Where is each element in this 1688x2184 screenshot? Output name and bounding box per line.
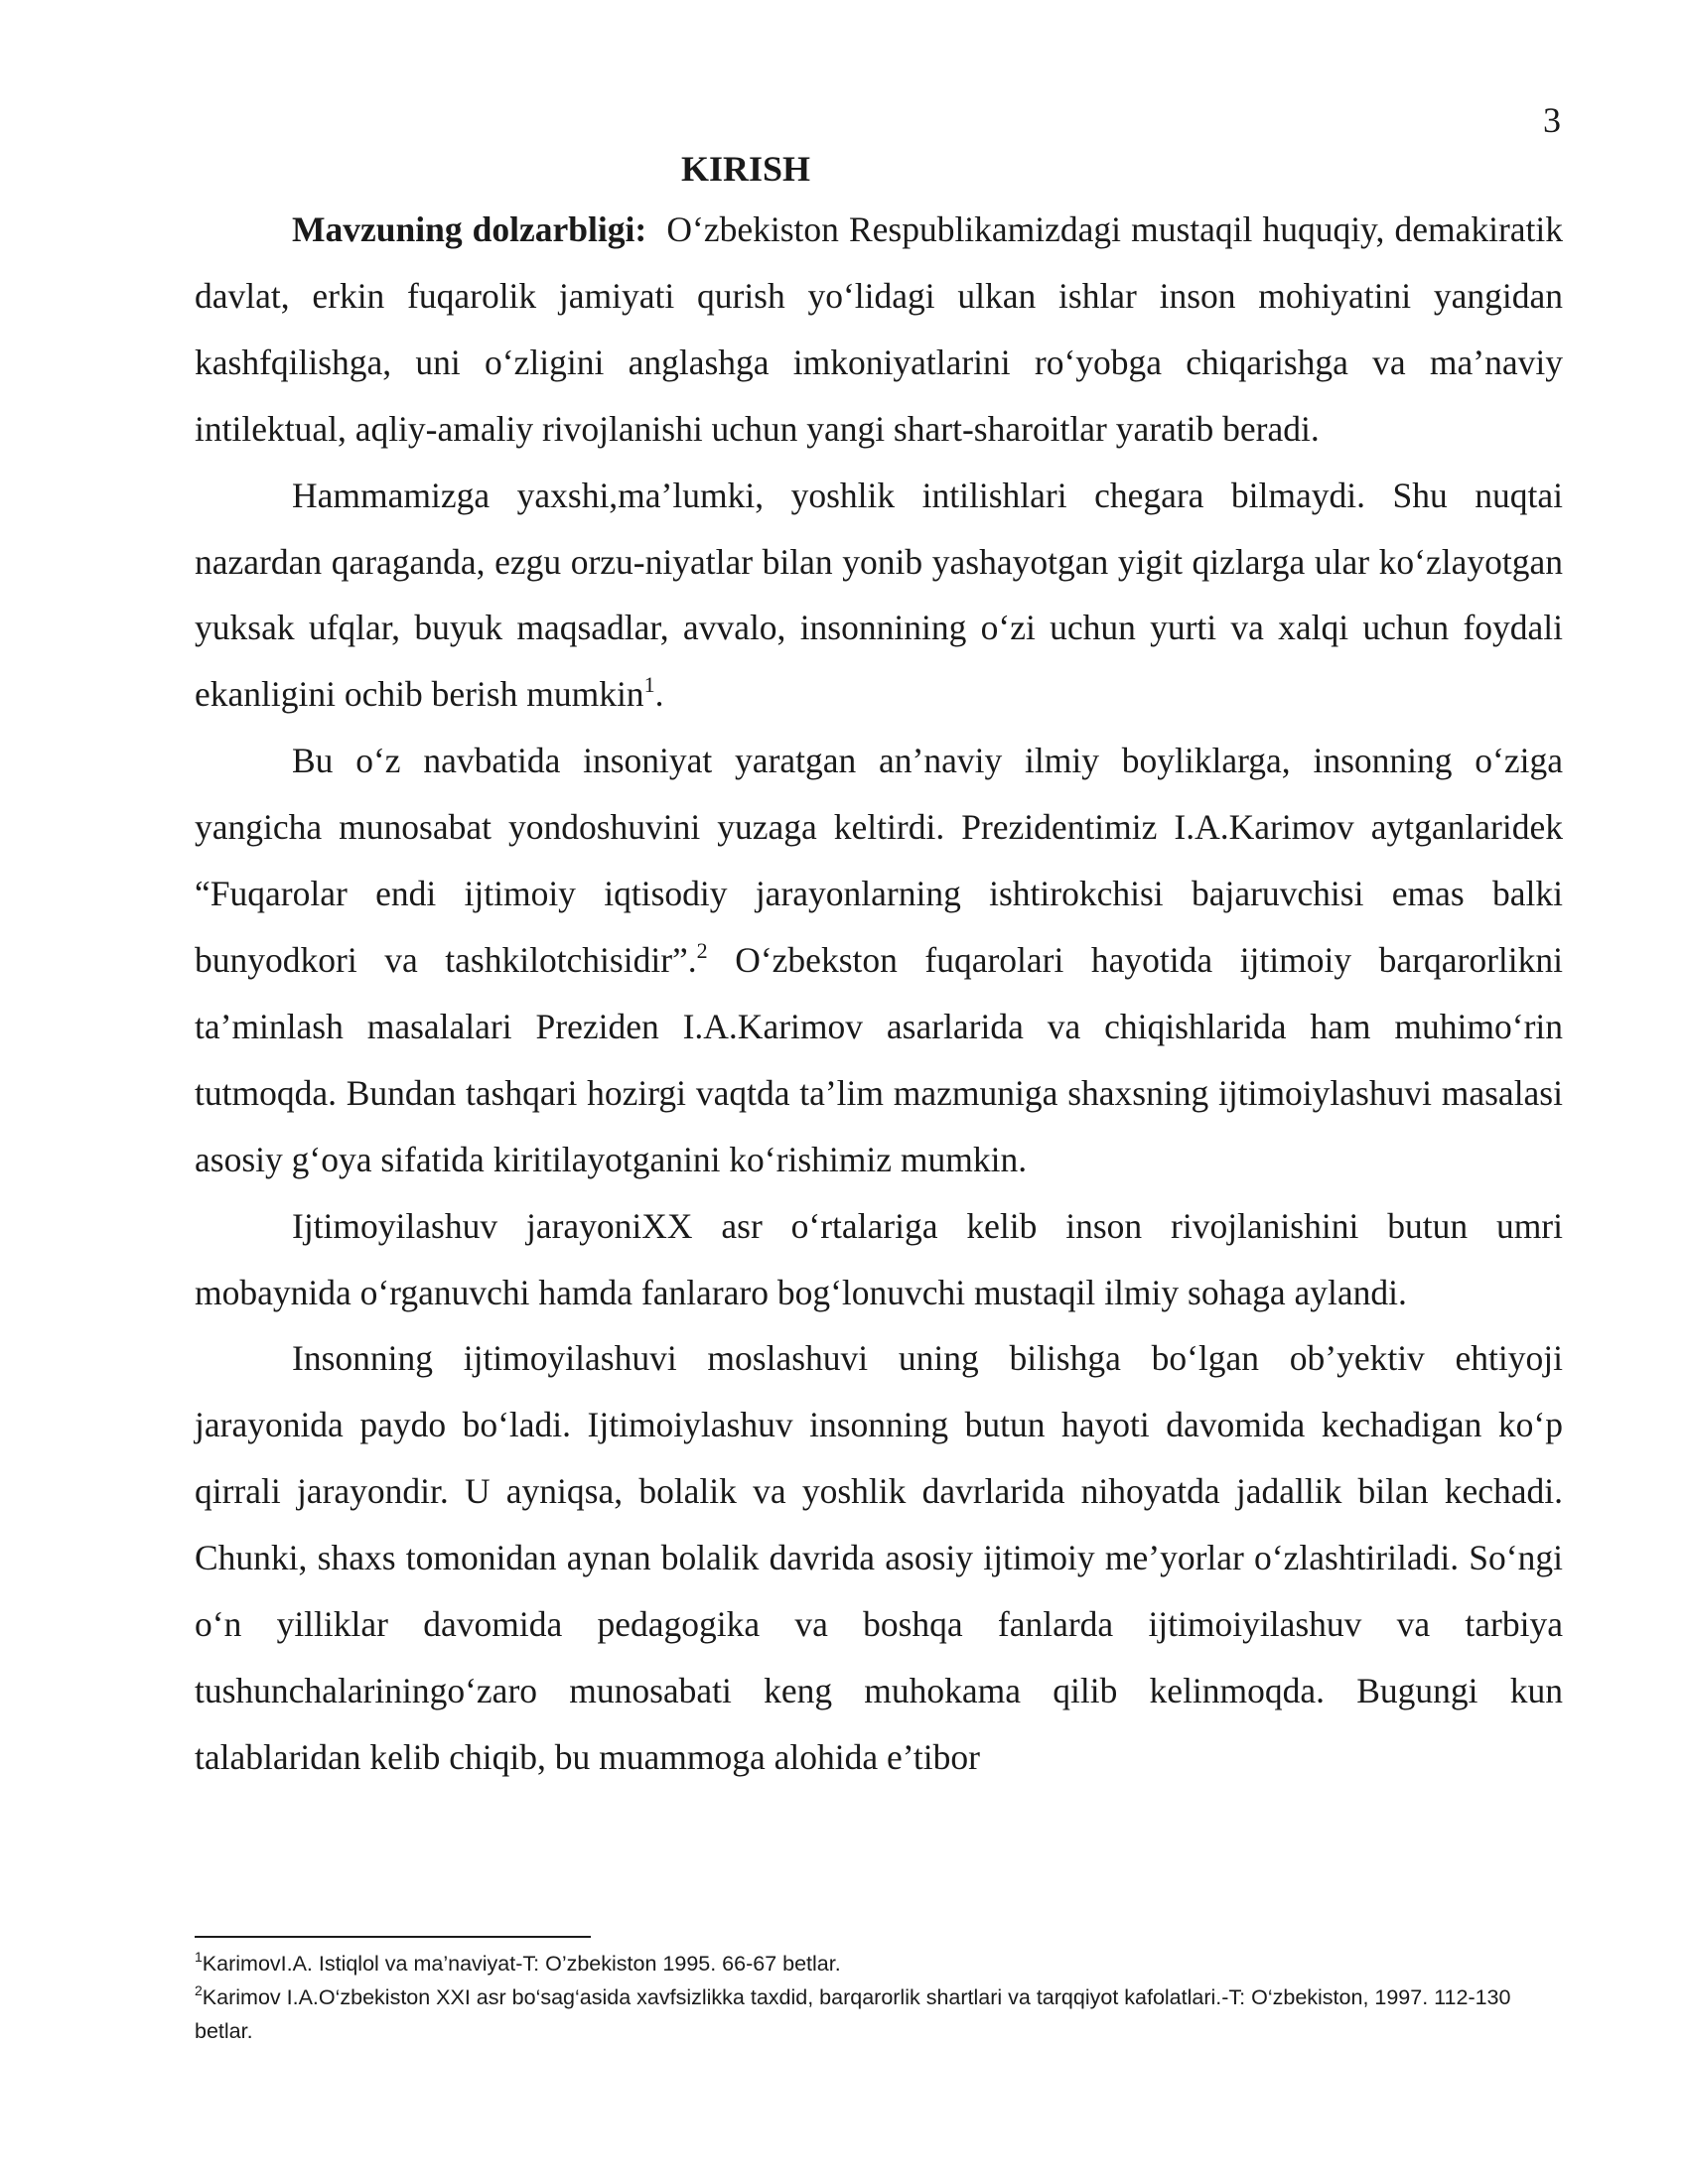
section-heading: KIRISH [681, 149, 811, 189]
footnote-text: Karimov I.A.O‘zbekiston XXI asr bo‘sag‘asida xavfsizlikka taxdid, barqarorlik shartlari va tarqqiyot kafolatlari.-T: O‘zbekiston, 1997. 112-130 betlar. [195, 1985, 1511, 2043]
footnote-ref-2[interactable]: 2 [696, 937, 708, 963]
footnote-ref-1[interactable]: 1 [643, 672, 655, 698]
paragraph-socialization-history: Ijtimoyilashuv jarayoniXX asr o‘rtalariga kelib inson rivojlanishini butun umri mobaynida o‘rganuvchi hamda fanlararo bog‘lonuvchi mustaqil ilmiy sohaga aylandi. [195, 1205, 1563, 1312]
paragraph-text: Bu o‘z navbatida insoniyat yaratgan an’naviy ilmiy boyliklarga, insonning o‘ziga yangicha munosabat yondoshuvini yuzaga keltirdi. Prezidentimiz I.A.Karimov aytganlaridek “Fuqarolar endi ijtimoiy iqtisodiy jarayonlarning ishtirokchisi bajaruvchisi emas balki bunyodkori va tashkilotchisidir”. [195, 741, 1563, 980]
relevance-text: O‘zbekiston Respublikamizdagi mustaqil huquqiy, demakiratik davlat, erkin fuqarolik jamiyati qurish yo‘lidagi ulkan ishlar inson mohiyatini yangidan kashfqilishga, uni o‘zligini anglashga imkoniyatlarini ro‘yobga chiqarishga va ma’naviy intilektual, aqliy-amaliy rivojlanishi uchun yangi shart-sharoitlar yaratib beradi. [195, 209, 1563, 449]
footnote-2 [195, 1980, 1563, 2048]
paragraph-socialization-process: Insonning ijtimoyilashuvi moslashuvi uning bilishga bo‘lgan ob’yektiv ehtiyoji jarayonida paydo bo‘ladi. Ijtimoiylashuv insonning butun hayoti davomida kechadigan ko‘p qirrali jarayondir. U ayniqsa, bolalik va yoshlik davrlarida nihoyatda jadallik bilan kechadi. Chunki, shaxs tomonidan aynan bolalik davrida asosiy ijtimoiy me’yorlar o‘zlashtiriladi. So‘ngi o‘n yilliklar davomida pedagogika va boshqa fanlarda ijtimoiyilashuv va tarbiya tushunchalariningo‘zaro munosabati keng muhokama qilib kelinmoqda. Bugungi kun talablaridan kelib chiqib, bu muammoga alohida e’tibor [195, 1338, 1563, 1777]
footnote-number: 2 [195, 1982, 203, 1998]
footnote-separator [195, 1936, 591, 1938]
footnote-1 [195, 1947, 1563, 1980]
footnotes [195, 1947, 1563, 2048]
paragraph-tail: . [654, 674, 664, 715]
footnote-number: 1 [195, 1949, 203, 1965]
relevance-label: Mavzuning dolzarbligi: [292, 209, 647, 249]
paragraph-youth [195, 463, 1563, 729]
paragraph-relevance [195, 197, 1563, 463]
page-number: 3 [1543, 100, 1561, 140]
paragraph-president-quote [195, 728, 1563, 1192]
paragraph-text: Hammamizga yaxshi,ma’lumki, yoshlik intilishlari chegara bilmaydi. Shu nuqtai nazardan qaraganda, ezgu orzu-niyatlar bilan yonib yashayotgan yigit qizlarga ular ko‘zlayotgan yuksak ufqlar, buyuk maqsadlar, avvalo, insonnining o‘zi uchun yurti va xalqi uchun foydali ekanligini ochib berish mumkin [195, 475, 1563, 715]
footnote-text: KarimovI.A. Istiqlol va ma’naviyat-T: O’zbekiston 1995. 66-67 betlar. [202, 1952, 841, 1976]
paragraph-text-continued: O‘zbekston fuqarolari hayotida ijtimoiy barqarorlikni ta’minlash masalalari Preziden I.A.Karimov asarlarida va chiqishlarida ham muhimo‘rin tutmoqda. Bundan tashqari hozirgi vaqtda ta’lim mazmuniga shaxsning ijtimoiylashuvi masalasi asosiy g‘oya sifatida kiritilayotganini ko‘rishimiz mumkin. [195, 939, 1563, 1179]
document-body [195, 141, 1563, 1791]
